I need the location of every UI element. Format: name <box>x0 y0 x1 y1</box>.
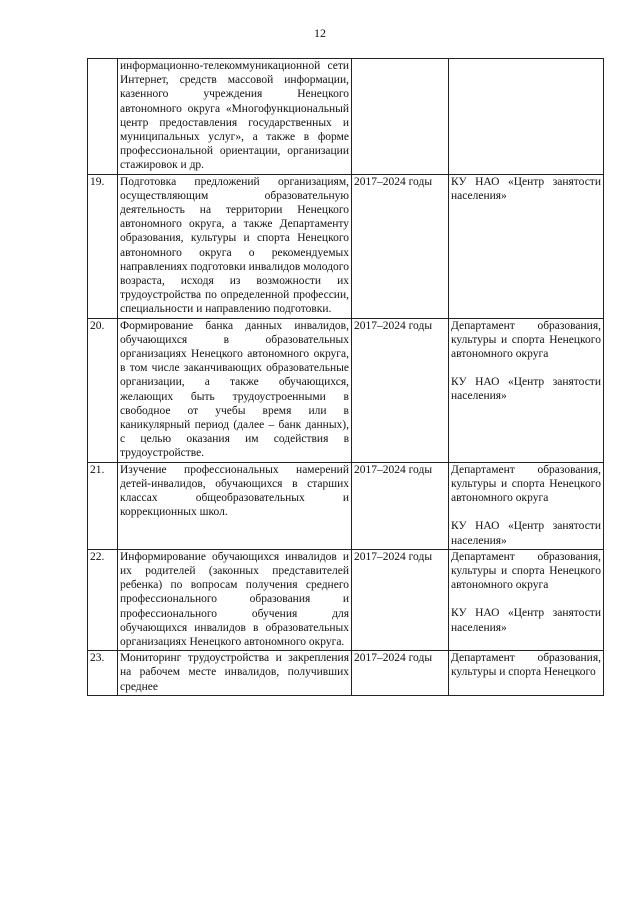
row-number: 21. <box>88 462 118 549</box>
responsible-cell <box>449 651 604 696</box>
responsible-org: КУ НАО «Центр занятости населения» <box>451 520 601 547</box>
responsible-cell <box>449 549 604 650</box>
term-cell: 2017–2024 годы <box>352 462 449 549</box>
table-row <box>88 549 604 650</box>
term-cell: 2017–2024 годы <box>352 549 449 650</box>
table-row <box>88 651 604 696</box>
term-cell: 2017–2024 годы <box>352 651 449 696</box>
action-description: Мониторинг трудоустройства и закрепления на рабочем месте инвалидов, получивших среднее <box>118 651 352 696</box>
table-row <box>88 462 604 549</box>
row-number: 23. <box>88 651 118 696</box>
action-description: Формирование банка данных инвалидов, обучающихся в образовательных организациях Ненецкого автономного округа, в том числе заканчивающих образовательные организации, а также обучающихся, желающих быть трудоустроенными в свободное от учебы время или в каникулярный период (далее – банк данных), с целью оказания им содействия в трудоустройстве. <box>118 318 352 462</box>
action-description: Подготовка предложений организациям, осуществляющим образовательную деятельность на территории Ненецкого автономного округа, а также Департаменту образования, культуры и спорта Ненецкого автономного округа о рекомендуемых направлениях подготовки инвалидов молодого возраста, исходя из возможности их трудоустройства по определенной профессии, специальности и направлению подготовки. <box>118 174 352 318</box>
action-description: Информирование обучающихся инвалидов и их родителей (законных представителей ребенка) по вопросам получения среднего профессионального образования и профессионального обучения для обучающихся инвалидов в образовательных организациях Ненецкого автономного округа. <box>118 549 352 650</box>
table-row <box>88 59 604 175</box>
responsible-cell <box>449 462 604 549</box>
action-description: информационно-телекоммуникационной сети Интернет, средств массовой информации, казенного учреждения Ненецкого автономного округа «Многофункциональный центр предоставления государственных и муниципальных услуг», а также в форме профессиональной ориентации, организации стажировок и др. <box>118 59 352 175</box>
responsible-org: Департамент образования, культуры и спорта Ненецкого автономного округа <box>451 463 601 505</box>
responsible-org: КУ НАО «Центр занятости населения» <box>451 607 601 634</box>
row-number <box>88 59 118 175</box>
responsible-org: КУ НАО «Центр занятости населения» <box>451 175 601 202</box>
action-description: Изучение профессиональных намерений детей-инвалидов, обучающихся в старших классах общеобразовательных и коррекционных школ. <box>118 462 352 549</box>
responsible-cell <box>449 318 604 462</box>
row-number: 19. <box>88 174 118 318</box>
term-cell: 2017–2024 годы <box>352 318 449 462</box>
table-row <box>88 174 604 318</box>
responsible-org: Департамент образования, культуры и спорта Ненецкого автономного округа <box>451 319 601 361</box>
row-number: 20. <box>88 318 118 462</box>
row-number: 22. <box>88 549 118 650</box>
responsible-cell <box>449 174 604 318</box>
term-cell <box>352 59 449 175</box>
measures-table <box>87 58 604 696</box>
responsible-org: Департамент образования, культуры и спорта Ненецкого автономного округа <box>451 550 601 592</box>
term-cell: 2017–2024 годы <box>352 174 449 318</box>
responsible-org: КУ НАО «Центр занятости населения» <box>451 376 601 403</box>
table-row <box>88 318 604 462</box>
page-number: 12 <box>314 26 326 40</box>
responsible-org: Департамент образования, культуры и спорта Ненецкого <box>451 652 601 679</box>
responsible-cell <box>449 59 604 175</box>
